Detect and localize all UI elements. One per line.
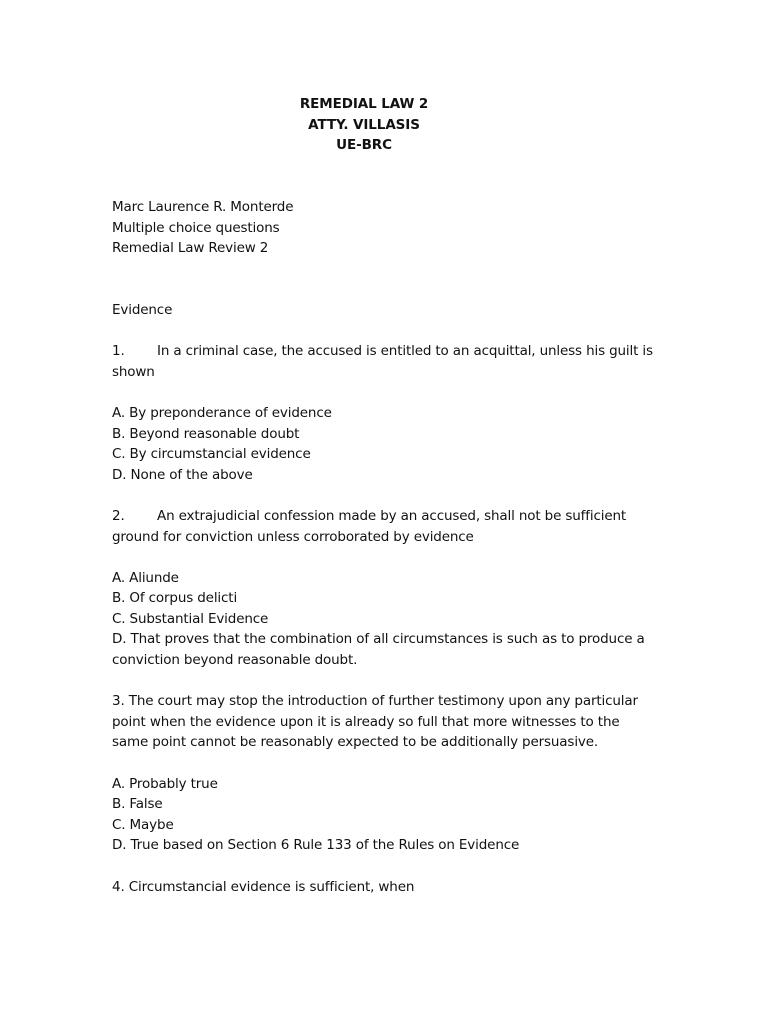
question-1-choice-d: D. None of the above bbox=[112, 466, 253, 483]
question-4 bbox=[112, 877, 657, 898]
document-body bbox=[112, 197, 657, 897]
question-3-line-3: same point cannot be reasonably expected to be additionally persuasive. bbox=[112, 734, 599, 751]
section-heading: Evidence bbox=[112, 301, 173, 318]
question-1-choice-a: A. By preponderance of evidence bbox=[112, 404, 332, 421]
school-name: UE-BRC bbox=[336, 137, 392, 154]
question-4-line-1: 4. Circumstancial evidence is sufficient, when bbox=[112, 878, 415, 895]
question-2-choice-c: C. Substantial Evidence bbox=[112, 610, 269, 627]
question-2-number: 2. bbox=[112, 507, 125, 524]
question-2 bbox=[112, 506, 657, 671]
question-1-number: 1. bbox=[112, 343, 125, 360]
question-2-line-2: ground for conviction unless corroborated by evidence bbox=[112, 528, 474, 545]
question-1-choice-b: B. Beyond reasonable doubt bbox=[112, 425, 300, 442]
question-1-text: In a criminal case, the accused is entitled to an acquittal, unless his guilt is bbox=[157, 343, 653, 360]
question-3-line-1: 3. The court may stop the introduction of further testimony upon any particular bbox=[112, 693, 638, 710]
question-2-text: An extrajudicial confession made by an accused, shall not be sufficient bbox=[157, 507, 627, 524]
review-title: Remedial Law Review 2 bbox=[112, 240, 269, 257]
question-2-line-1 bbox=[112, 506, 657, 527]
question-2-choice-d-continued: conviction beyond reasonable doubt. bbox=[112, 652, 358, 669]
document-type: Multiple choice questions bbox=[112, 219, 280, 236]
question-3-choice-b: B. False bbox=[112, 796, 163, 813]
question-3-choice-a: A. Probably true bbox=[112, 775, 218, 792]
author-name: Marc Laurence R. Monterde bbox=[112, 199, 294, 215]
question-2-choice-a: A. Aliunde bbox=[112, 569, 179, 586]
question-1-line-2: shown bbox=[112, 363, 155, 380]
question-1-choice-c: C. By circumstancial evidence bbox=[112, 446, 311, 463]
question-2-choice-b: B. Of corpus delicti bbox=[112, 590, 238, 607]
question-2-choice-d: D. That proves that the combination of all circumstances is such as to produce a bbox=[112, 631, 645, 648]
course-title: REMEDIAL LAW 2 bbox=[299, 96, 429, 112]
document-header bbox=[0, 94, 728, 156]
question-1 bbox=[112, 341, 657, 485]
question-3-choice-c: C. Maybe bbox=[112, 816, 174, 833]
question-1-line-1 bbox=[112, 341, 657, 362]
instructor-name: ATTY. VILLASIS bbox=[308, 116, 420, 133]
question-3-choice-d: D. True based on Section 6 Rule 133 of the Rules on Evidence bbox=[112, 837, 520, 854]
question-3-line-2: point when the evidence upon it is already so full that more witnesses to the bbox=[112, 713, 620, 730]
question-3 bbox=[112, 691, 657, 856]
